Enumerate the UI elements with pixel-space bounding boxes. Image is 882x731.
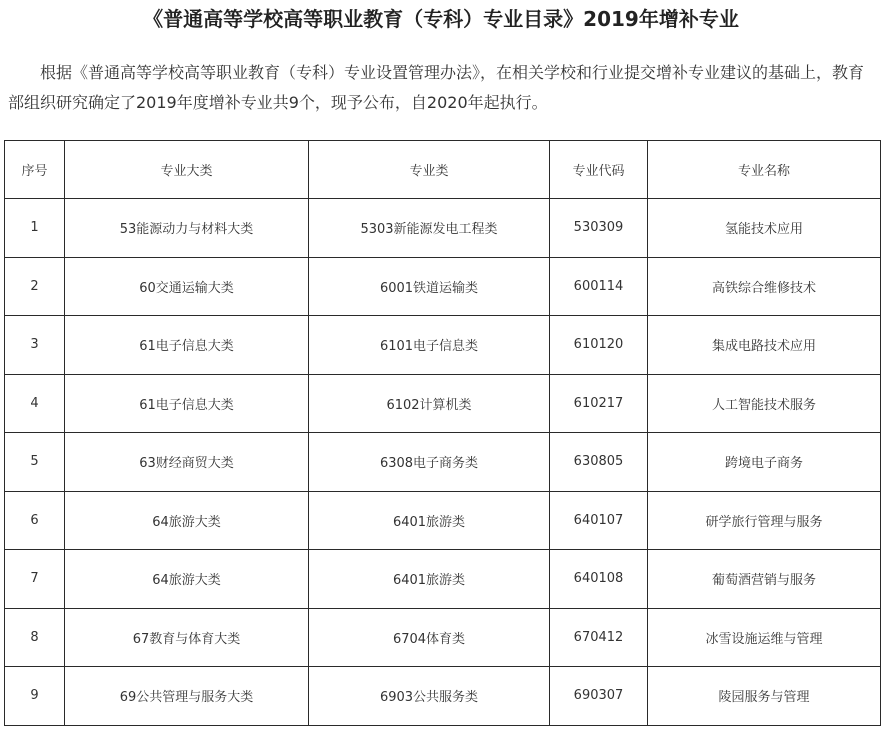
- cell-category: 64旅游大类: [65, 491, 309, 550]
- table-row: [5, 316, 881, 375]
- cell-code: 670412: [550, 608, 648, 667]
- table-body: [5, 199, 881, 726]
- cell-class: 6401旅游类: [309, 550, 550, 609]
- cell-category: 64旅游大类: [65, 550, 309, 609]
- cell-seq: 9: [5, 667, 65, 726]
- cell-seq: 1: [5, 199, 65, 258]
- cell-name: 葡萄酒营销与服务: [648, 550, 881, 609]
- cell-class: 5303新能源发电工程类: [309, 199, 550, 258]
- cell-code: 610120: [550, 316, 648, 375]
- table-row: [5, 433, 881, 492]
- cell-seq: 2: [5, 257, 65, 316]
- cell-class: 6308电子商务类: [309, 433, 550, 492]
- cell-category: 61电子信息大类: [65, 374, 309, 433]
- table-row: [5, 491, 881, 550]
- cell-code: 610217: [550, 374, 648, 433]
- cell-seq: 8: [5, 608, 65, 667]
- cell-name: 高铁综合维修技术: [648, 257, 881, 316]
- cell-category: 60交通运输大类: [65, 257, 309, 316]
- majors-table: [4, 140, 881, 726]
- cell-code: 640107: [550, 491, 648, 550]
- cell-class: 6401旅游类: [309, 491, 550, 550]
- cell-name: 研学旅行管理与服务: [648, 491, 881, 550]
- cell-category: 67教育与体育大类: [65, 608, 309, 667]
- table-row: [5, 608, 881, 667]
- cell-seq: 3: [5, 316, 65, 375]
- cell-category: 63财经商贸大类: [65, 433, 309, 492]
- header-category: 专业大类: [65, 141, 309, 199]
- header-code: 专业代码: [550, 141, 648, 199]
- cell-code: 690307: [550, 667, 648, 726]
- header-row: [5, 141, 881, 199]
- table-row: [5, 667, 881, 726]
- cell-class: 6102计算机类: [309, 374, 550, 433]
- cell-class: 6001铁道运输类: [309, 257, 550, 316]
- header-class: 专业类: [309, 141, 550, 199]
- cell-code: 600114: [550, 257, 648, 316]
- table-row: [5, 374, 881, 433]
- cell-class: 6903公共服务类: [309, 667, 550, 726]
- table-row: [5, 199, 881, 258]
- cell-class: 6704体育类: [309, 608, 550, 667]
- cell-name: 陵园服务与管理: [648, 667, 881, 726]
- cell-name: 冰雪设施运维与管理: [648, 608, 881, 667]
- page-title: 《普通高等学校高等职业教育（专科）专业目录》2019年增补专业: [143, 7, 739, 31]
- cell-code: 640108: [550, 550, 648, 609]
- cell-category: 53能源动力与材料大类: [65, 199, 309, 258]
- cell-seq: 6: [5, 491, 65, 550]
- cell-category: 61电子信息大类: [65, 316, 309, 375]
- cell-seq: 5: [5, 433, 65, 492]
- cell-code: 630805: [550, 433, 648, 492]
- cell-code: 530309: [550, 199, 648, 258]
- cell-seq: 7: [5, 550, 65, 609]
- cell-name: 跨境电子商务: [648, 433, 881, 492]
- cell-name: 集成电路技术应用: [648, 316, 881, 375]
- cell-name: 氢能技术应用: [648, 199, 881, 258]
- header-seq: 序号: [5, 141, 65, 199]
- table-row: [5, 257, 881, 316]
- cell-category: 69公共管理与服务大类: [65, 667, 309, 726]
- table-header: [5, 141, 881, 199]
- table-row: [5, 550, 881, 609]
- intro-paragraph: 根据《普通高等学校高等职业教育（专科）专业设置管理办法》，在相关学校和行业提交增补专业建议的基础上，教育部组织研究确定了2019年度增补专业共9个，现予公布，自2020年起执行。: [8, 63, 865, 112]
- cell-seq: 4: [5, 374, 65, 433]
- header-name: 专业名称: [648, 141, 881, 199]
- cell-name: 人工智能技术服务: [648, 374, 881, 433]
- cell-class: 6101电子信息类: [309, 316, 550, 375]
